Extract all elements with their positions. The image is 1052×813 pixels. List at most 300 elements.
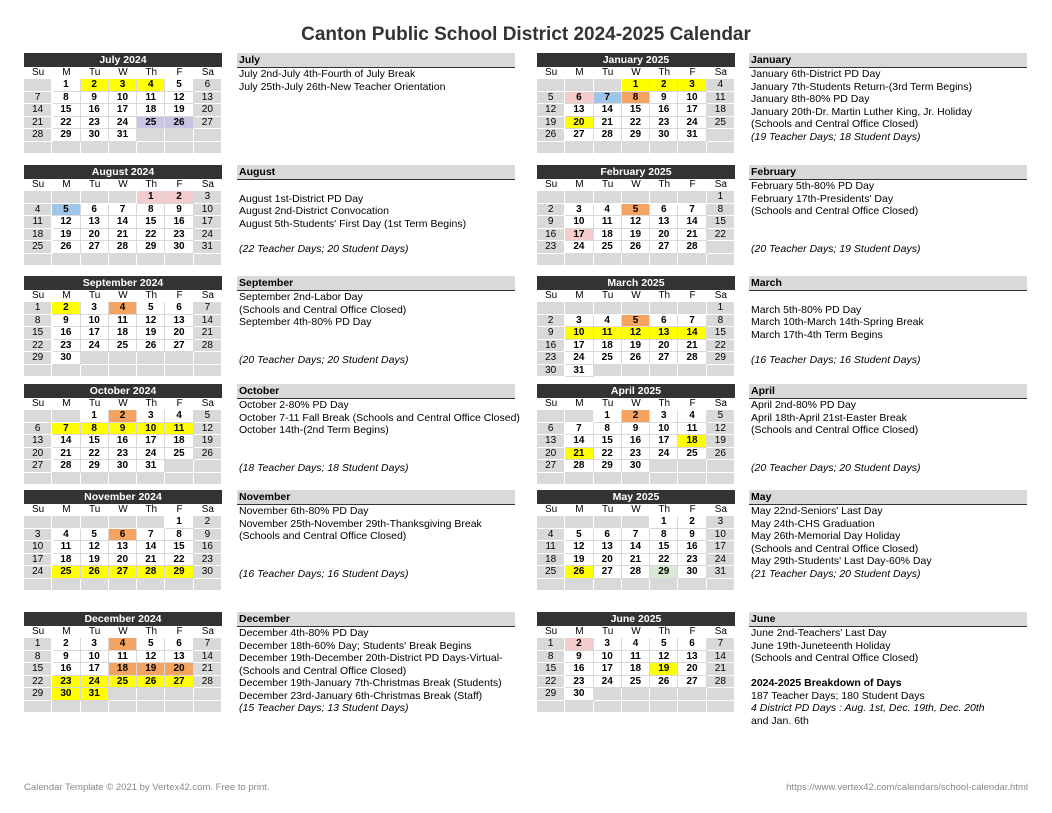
weekday-header: F [678, 504, 706, 516]
day-cell: 30 [565, 688, 593, 701]
weekday-header: Sa [707, 179, 735, 191]
empty-day-cell [707, 254, 735, 267]
day-cell: 19 [707, 435, 735, 448]
day-cell: 28 [194, 340, 222, 353]
day-cell: 29 [137, 241, 165, 254]
day-cell: 15 [24, 663, 52, 676]
empty-day-cell [137, 365, 165, 378]
day-cell: 14 [594, 104, 622, 117]
footer-url[interactable]: https://www.vertex42.com/calendars/school-calendar.html [786, 782, 1028, 793]
empty-day-cell [565, 410, 593, 423]
empty-day-cell [194, 254, 222, 267]
note-line: May 29th-Students' Last Day-60% Day [751, 555, 932, 567]
day-cell: 1 [707, 302, 735, 315]
month-header: March 2025 [537, 276, 735, 290]
day-cell: 7 [109, 204, 137, 217]
day-cell: 24 [678, 117, 706, 130]
weekday-header: F [165, 179, 193, 191]
day-cell: 14 [52, 435, 80, 448]
weekday-header: M [52, 67, 80, 79]
day-cell: 31 [565, 365, 593, 378]
note-line: 187 Teacher Days; 180 Student Days [751, 689, 925, 702]
empty-day-cell [565, 579, 593, 592]
empty-day-cell [137, 254, 165, 267]
day-cell: 27 [678, 676, 706, 689]
empty-day-cell [24, 579, 52, 592]
note-spacer [237, 341, 515, 354]
day-cell: 1 [537, 638, 565, 651]
day-cell: 13 [594, 541, 622, 554]
empty-day-cell [24, 516, 52, 529]
day-cell: 15 [165, 541, 193, 554]
empty-day-cell [537, 701, 565, 714]
note-line: March 5th-80% PD Day [751, 303, 862, 316]
day-cell: 26 [81, 566, 109, 579]
note-line: September 2nd-Labor Day [239, 291, 363, 303]
empty-day-cell [678, 254, 706, 267]
day-cell: 4 [537, 529, 565, 542]
day-cell: 12 [707, 423, 735, 436]
day-cell: 8 [707, 204, 735, 217]
day-cell: 14 [565, 435, 593, 448]
day-cell: 5 [622, 204, 650, 217]
note-line: August 5th-Students' First Day (1st Term Begins) [239, 217, 467, 230]
day-cell: 14 [707, 651, 735, 664]
note-line: October 14th-(2nd Term Begins) [239, 424, 389, 436]
empty-day-cell [24, 473, 52, 486]
empty-day-cell [565, 701, 593, 714]
empty-day-cell [52, 254, 80, 267]
day-cell: 17 [707, 541, 735, 554]
day-cell: 6 [565, 92, 593, 105]
day-cell: 14 [137, 541, 165, 554]
day-cell: 17 [565, 340, 593, 353]
note-summary: (22 Teacher Days; 20 Student Days) [239, 242, 409, 255]
empty-day-cell [622, 142, 650, 155]
day-cell: 21 [594, 117, 622, 130]
empty-day-cell [537, 579, 565, 592]
day-cell: 19 [81, 554, 109, 567]
month-notes [749, 490, 1027, 580]
empty-day-cell [678, 191, 706, 204]
day-cell: 17 [678, 104, 706, 117]
day-cell: 22 [707, 229, 735, 242]
month-notes [237, 490, 515, 580]
day-cell: 30 [650, 129, 678, 142]
day-cell: 8 [137, 204, 165, 217]
day-cell: 3 [678, 79, 706, 92]
day-cell: 20 [650, 229, 678, 242]
empty-day-cell [165, 460, 193, 473]
day-cell: 10 [565, 327, 593, 340]
note-spacer [749, 218, 1027, 231]
note-spacer [749, 449, 1027, 462]
empty-day-cell [81, 352, 109, 365]
empty-day-cell [537, 254, 565, 267]
footer-copyright: Calendar Template © 2021 by Vertex42.com. Free to print. [24, 782, 270, 793]
day-cell: 24 [81, 340, 109, 353]
empty-day-cell [109, 579, 137, 592]
day-cell: 29 [622, 129, 650, 142]
day-cell: 15 [537, 663, 565, 676]
empty-day-cell [537, 79, 565, 92]
empty-day-cell [165, 365, 193, 378]
day-cell: 30 [165, 241, 193, 254]
day-cell: 21 [678, 340, 706, 353]
day-cell: 16 [650, 104, 678, 117]
month-notes [237, 276, 515, 366]
day-cell: 26 [194, 448, 222, 461]
empty-day-cell [622, 701, 650, 714]
day-cell: 23 [194, 554, 222, 567]
note-line: February 17th-Presidents' Day [751, 192, 894, 205]
empty-day-cell [165, 473, 193, 486]
empty-day-cell [678, 688, 706, 701]
day-cell: 29 [537, 688, 565, 701]
day-cell: 6 [165, 638, 193, 651]
month-calendar [537, 490, 735, 591]
weekday-header: W [109, 626, 137, 638]
note-line: October 7-11 Fall Break (Schools and Central Office Closed) [239, 411, 520, 424]
weekday-header: F [678, 290, 706, 302]
day-cell: 9 [537, 327, 565, 340]
notes-title: April [749, 384, 1027, 399]
empty-day-cell [622, 191, 650, 204]
empty-day-cell [137, 129, 165, 142]
day-cell: 13 [109, 541, 137, 554]
day-cell: 8 [24, 315, 52, 328]
empty-day-cell [707, 688, 735, 701]
day-cell: 15 [650, 541, 678, 554]
day-cell: 1 [707, 191, 735, 204]
weekday-header: Tu [594, 398, 622, 410]
day-cell: 15 [52, 104, 80, 117]
day-cell: 5 [137, 302, 165, 315]
note-line: (Schools and Central Office Closed) [239, 530, 407, 542]
day-cell: 27 [109, 566, 137, 579]
day-cell: 4 [24, 204, 52, 217]
month-header: July 2024 [24, 53, 222, 67]
day-cell: 20 [565, 117, 593, 130]
empty-day-cell [109, 352, 137, 365]
weekday-header: W [622, 67, 650, 79]
month-header: December 2024 [24, 612, 222, 626]
day-cell: 21 [194, 327, 222, 340]
empty-day-cell [137, 142, 165, 155]
day-cell: 9 [52, 651, 80, 664]
day-cell: 25 [594, 352, 622, 365]
day-cell: 9 [52, 315, 80, 328]
day-cell: 11 [109, 315, 137, 328]
notes-title: June [749, 612, 1027, 627]
day-cell: 11 [24, 216, 52, 229]
empty-day-cell [52, 579, 80, 592]
day-cell: 4 [707, 79, 735, 92]
note-spacer [237, 230, 515, 243]
empty-day-cell [707, 142, 735, 155]
day-cell: 31 [137, 460, 165, 473]
day-cell: 16 [678, 541, 706, 554]
day-cell: 28 [622, 566, 650, 579]
empty-day-cell [707, 460, 735, 473]
weekday-header: Th [650, 626, 678, 638]
day-cell: 22 [622, 117, 650, 130]
day-cell: 6 [194, 79, 222, 92]
day-cell: 3 [594, 638, 622, 651]
day-cell: 8 [707, 315, 735, 328]
empty-day-cell [194, 129, 222, 142]
day-cell: 31 [194, 241, 222, 254]
day-cell: 20 [165, 327, 193, 340]
empty-day-cell [622, 302, 650, 315]
weekday-header: Su [537, 67, 565, 79]
day-cell: 3 [81, 638, 109, 651]
day-cell: 28 [194, 676, 222, 689]
day-cell: 9 [165, 204, 193, 217]
empty-day-cell [24, 142, 52, 155]
day-cell: 30 [81, 129, 109, 142]
day-cell: 5 [537, 92, 565, 105]
day-cell: 26 [622, 241, 650, 254]
empty-day-cell [650, 473, 678, 486]
day-cell: 11 [622, 651, 650, 664]
day-cell: 2 [622, 410, 650, 423]
weekday-header: Tu [81, 626, 109, 638]
day-cell: 25 [137, 117, 165, 130]
note-spacer [749, 341, 1027, 354]
note-line: (Schools and Central Office Closed) [751, 652, 919, 664]
weekday-header: F [165, 626, 193, 638]
day-cell: 20 [650, 340, 678, 353]
empty-day-cell [707, 365, 735, 378]
empty-day-cell [24, 410, 52, 423]
day-cell: 19 [565, 554, 593, 567]
day-cell: 21 [565, 448, 593, 461]
day-cell: 24 [81, 676, 109, 689]
day-cell: 20 [537, 448, 565, 461]
day-cell: 3 [650, 410, 678, 423]
day-cell: 18 [52, 554, 80, 567]
empty-day-cell [137, 352, 165, 365]
day-cell: 10 [81, 651, 109, 664]
weekday-header: M [565, 504, 593, 516]
weekday-header: Sa [194, 626, 222, 638]
day-cell: 11 [137, 92, 165, 105]
day-cell: 21 [137, 554, 165, 567]
day-cell: 5 [650, 638, 678, 651]
note-line: September 4th-80% PD Day [239, 316, 372, 328]
day-cell: 27 [594, 566, 622, 579]
day-cell: 12 [622, 216, 650, 229]
day-cell: 22 [24, 676, 52, 689]
day-cell: 23 [650, 117, 678, 130]
weekday-header: F [165, 504, 193, 516]
weekday-header: W [109, 504, 137, 516]
empty-day-cell [109, 688, 137, 701]
month-notes [237, 384, 520, 474]
weekday-header: Sa [707, 398, 735, 410]
day-cell: 2 [537, 204, 565, 217]
empty-day-cell [81, 142, 109, 155]
day-cell: 20 [678, 663, 706, 676]
empty-day-cell [194, 142, 222, 155]
empty-day-cell [678, 460, 706, 473]
note-line: (Schools and Central Office Closed) [239, 303, 407, 316]
weekday-header: Th [137, 504, 165, 516]
day-cell: 5 [81, 529, 109, 542]
weekday-header: W [622, 290, 650, 302]
empty-day-cell [622, 365, 650, 378]
weekday-header: Su [24, 179, 52, 191]
day-cell: 18 [678, 435, 706, 448]
day-cell: 17 [194, 216, 222, 229]
day-cell: 25 [678, 448, 706, 461]
day-cell: 15 [137, 216, 165, 229]
day-cell: 17 [565, 229, 593, 242]
weekday-header: Su [24, 626, 52, 638]
empty-day-cell [81, 191, 109, 204]
day-cell: 18 [137, 104, 165, 117]
month-calendar [537, 53, 735, 154]
weekday-header: W [109, 290, 137, 302]
note-line: July 25th-July 26th-New Teacher Orientation [239, 80, 446, 93]
weekday-header: Sa [707, 504, 735, 516]
month-header: June 2025 [537, 612, 735, 626]
empty-day-cell [24, 79, 52, 92]
day-cell: 10 [650, 423, 678, 436]
weekday-header: Tu [81, 398, 109, 410]
empty-day-cell [707, 241, 735, 254]
day-cell: 30 [678, 566, 706, 579]
note-summary: (18 Teacher Days; 18 Student Days) [239, 461, 409, 474]
notes-title: March [749, 276, 1027, 291]
day-cell: 6 [537, 423, 565, 436]
day-cell: 13 [24, 435, 52, 448]
day-cell: 12 [137, 651, 165, 664]
weekday-header: Tu [81, 179, 109, 191]
empty-day-cell [594, 701, 622, 714]
day-cell: 9 [81, 92, 109, 105]
day-cell: 8 [52, 92, 80, 105]
day-cell: 12 [137, 315, 165, 328]
day-cell: 22 [81, 448, 109, 461]
day-cell: 26 [52, 241, 80, 254]
day-cell: 27 [165, 340, 193, 353]
note-line: December 19th-December 20th-District PD Days-Virtual- [239, 652, 503, 664]
empty-day-cell [678, 302, 706, 315]
day-cell: 3 [137, 410, 165, 423]
empty-day-cell [194, 688, 222, 701]
month-header: April 2025 [537, 384, 735, 398]
weekday-header: Sa [194, 398, 222, 410]
empty-day-cell [678, 473, 706, 486]
day-cell: 6 [165, 302, 193, 315]
day-cell: 13 [565, 104, 593, 117]
weekday-header: M [52, 504, 80, 516]
empty-day-cell [622, 516, 650, 529]
weekday-header: Su [537, 504, 565, 516]
empty-day-cell [622, 473, 650, 486]
day-cell: 16 [537, 229, 565, 242]
day-cell: 20 [81, 229, 109, 242]
day-cell: 10 [109, 92, 137, 105]
empty-day-cell [194, 579, 222, 592]
day-cell: 23 [52, 340, 80, 353]
day-cell: 25 [594, 241, 622, 254]
empty-day-cell [109, 191, 137, 204]
empty-day-cell [678, 365, 706, 378]
empty-day-cell [537, 302, 565, 315]
day-cell: 25 [109, 340, 137, 353]
day-cell: 10 [24, 541, 52, 554]
day-cell: 2 [678, 516, 706, 529]
day-cell: 29 [24, 352, 52, 365]
day-cell: 7 [622, 529, 650, 542]
empty-day-cell [165, 701, 193, 714]
note-line: (Schools and Central Office Closed) [751, 205, 919, 217]
day-cell: 15 [81, 435, 109, 448]
month-header: February 2025 [537, 165, 735, 179]
day-cell: 13 [650, 216, 678, 229]
month-calendar [24, 612, 222, 713]
day-cell: 14 [24, 104, 52, 117]
weekday-header: Tu [594, 626, 622, 638]
day-cell: 7 [194, 638, 222, 651]
empty-day-cell [565, 516, 593, 529]
day-cell: 11 [537, 541, 565, 554]
day-cell: 28 [24, 129, 52, 142]
empty-day-cell [707, 701, 735, 714]
day-cell: 17 [24, 554, 52, 567]
day-cell: 27 [165, 676, 193, 689]
empty-day-cell [52, 516, 80, 529]
day-cell: 8 [24, 651, 52, 664]
weekday-header: M [565, 398, 593, 410]
weekday-header: Th [137, 67, 165, 79]
month-calendar [24, 165, 222, 266]
month-notes [749, 53, 1027, 143]
day-cell: 26 [537, 129, 565, 142]
note-line: 4 District PD Days : Aug. 1st, Dec. 19th, Dec. 20th [751, 702, 985, 714]
empty-day-cell [24, 254, 52, 267]
note-summary: (20 Teacher Days; 20 Student Days) [751, 461, 921, 474]
day-cell: 5 [52, 204, 80, 217]
day-cell: 28 [707, 676, 735, 689]
day-cell: 8 [165, 529, 193, 542]
day-cell: 2 [537, 315, 565, 328]
empty-day-cell [165, 254, 193, 267]
day-cell: 22 [137, 229, 165, 242]
weekday-header: M [565, 626, 593, 638]
weekday-header: M [52, 626, 80, 638]
month-calendar [537, 612, 735, 713]
weekday-header: W [622, 179, 650, 191]
note-line: 2024-2025 Breakdown of Days [751, 677, 902, 689]
day-cell: 12 [165, 92, 193, 105]
day-cell: 29 [52, 129, 80, 142]
empty-day-cell [52, 473, 80, 486]
day-cell: 22 [537, 676, 565, 689]
month-calendar [24, 53, 222, 154]
note-line: (Schools and Central Office Closed) [751, 118, 919, 130]
empty-day-cell [594, 516, 622, 529]
month-header: January 2025 [537, 53, 735, 67]
day-cell: 13 [165, 651, 193, 664]
day-cell: 2 [650, 79, 678, 92]
day-cell: 19 [622, 340, 650, 353]
day-cell: 18 [165, 435, 193, 448]
empty-day-cell [537, 410, 565, 423]
